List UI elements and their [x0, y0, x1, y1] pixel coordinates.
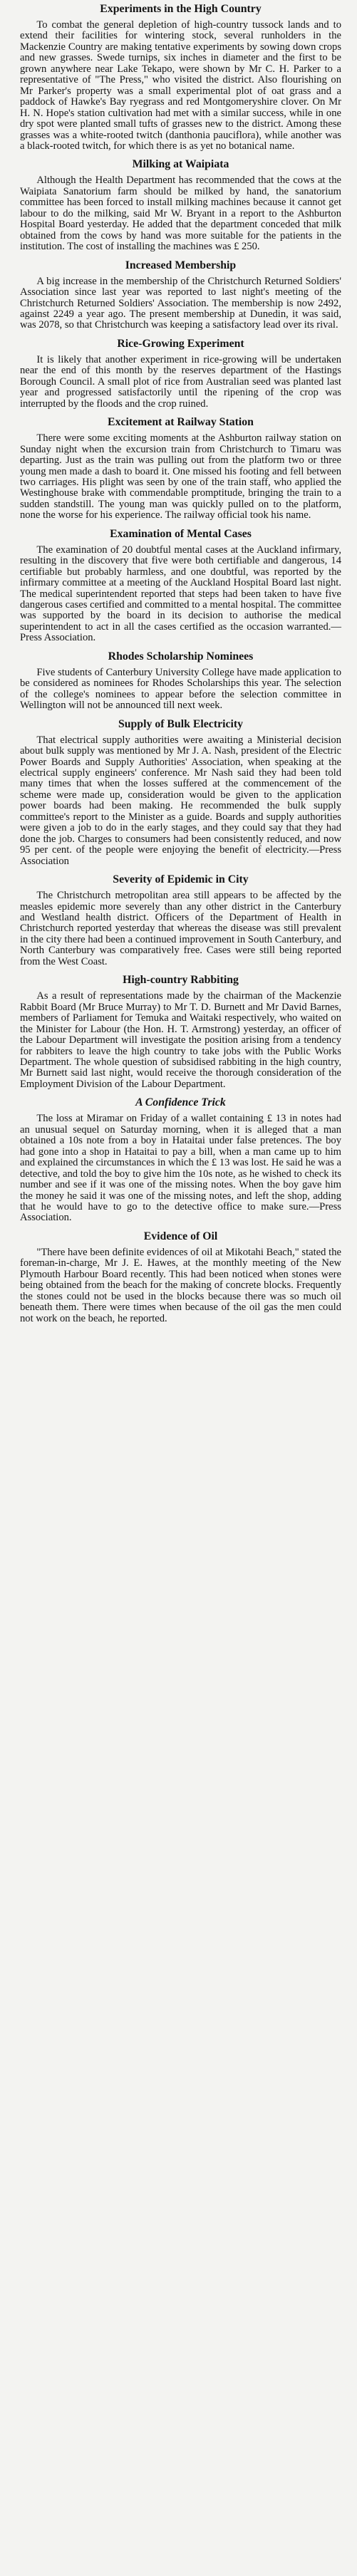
article-title: Experiments in the High Country [100, 3, 262, 15]
article-title: Rhodes Scholarship Nominees [108, 650, 254, 663]
article-electricity [20, 715, 341, 867]
article-waipiata [20, 155, 341, 252]
article-body: The examination of 20 doubtful mental cases at the Auckland infirmary, resulting in the discovery that five were both certifiable and dangerous, 14 certifiable but probably harmless, and one doubtful, was reported by the infirmary committee at a meeting of the Auckland Hospital Board last night. The medical superintendent reported that steps had been taken to have five dangerous cases certified and committed to a mental hospital. The committee was supported by the board in its decision to authorise the medical superintendent to act in all the cases certified as the occasion warranted.—Press Association. [20, 544, 341, 644]
article-body: Although the Health Department has recommended that the cows at the Waipiata Sanatorium farm should be milked by hand, the sanatorium committee has been forced to install milking machines because it cannot get labour to do the milking, said Mr W. Bryant in a report to the Ashburton Hospital Board yesterday. He added that the department conceded that milk obtained from the cows by hand was more suitable for the patients in the institution. The cost of installing the machines was £ 250. [20, 175, 341, 253]
article-oil [20, 1227, 341, 1324]
article-rhodes [20, 648, 341, 712]
article-railway [20, 413, 341, 521]
article-rice [20, 335, 341, 410]
article-body: Five students of Canterbury University College have made application to be considered as nominees for Rhodes Scholarships this year. The selection of the college's nominees to appear before the selection committee in Wellington will not be announced till next week. [20, 666, 341, 712]
article-body: As a result of representations made by the chairman of the Mackenzie Rabbit Board (Mr Bruce Murray) to Mr T. D. Burnett and Mr David Barnes, members of Parliament for Temuka and Waitaki respectively, who waited on the Minister for Labour (the Hon. H. T. Armstrong) yesterday, an officer of the Labour Department will investigate the position arising from a tendency for rabbiters to leave the high country to take jobs with the Public Works Department. The whole question of subsidised rabbiting in the high country, Mr Burnett said last night, would receive the thorough consideration of the Employment Division of the Labour Department. [20, 990, 341, 1090]
article-title: A Confidence Trick [135, 1096, 226, 1109]
article-high-country [20, 0, 341, 152]
article-mental-cases [20, 525, 341, 644]
article-membership [20, 256, 341, 331]
article-title: Milking at Waipiata [132, 158, 229, 171]
article-title: Supply of Bulk Electricity [118, 717, 244, 730]
article-body: A big increase in the membership of the Christchurch Returned Soldiers' Association since last year was reported to last night's meeting of the Christchurch Returned Soldiers' Association. The membership is now 2492, against 2249 a year ago. The present membership at Dunedin, it was said, was 2078, so that Christchurch was keeping a satisfactory lead over its rival. [20, 275, 341, 331]
article-confidence-trick [20, 1094, 341, 1224]
article-body: That electrical supply authorities were awaiting a Ministerial decision about bulk supply was mentioned by Mr J. A. Nash, president of the Electric Power Boards and Supply Authorities' Association, when speaking at the electrical supply engineers' conference. Mr Nash said they had been told many times that when the losses suffered at the commencement of the scheme were made up, consideration would be given to the application power boards had been making. He recommended the bulk supply committee's report to the Minister as a guide. Boards and supply authorities were given a job to do in the early stages, and they could say that they had done the job. Charges to consumers had been consistently reduced, and now 95 per cent. of the people were enjoying the benefit of electricity.—Press Association [20, 734, 341, 867]
article-title: Severity of Epidemic in City [113, 873, 249, 886]
article-title: High-country Rabbiting [123, 974, 239, 987]
article-body: It is likely that another experiment in rice-growing will be undertaken near the end of this month by the reserves department of the Hastings Borough Council. A small plot of rice from Australian seed was planted last year and progressed satisfactorily until the ripening of the crop was interrupted by the floods and the crop ruined. [20, 353, 341, 410]
article-body: There were some exciting moments at the Ashburton railway station on Sunday night when the excursion train from Christchurch to Timaru was departing. Just as the train was pulling out from the platform two or three young men made a dash to board it. One missed his footing and fell between two carriages. His plight was seen by one of the train staff, who applied the Westinghouse brake with commendable promptitude, bringing the train to a sudden standstill. The young man was quickly pulled on to the platform, none the worse for his experience. The railway official took his name. [20, 432, 341, 521]
article-title: Evidence of Oil [143, 1230, 218, 1242]
article-body: The loss at Miramar on Friday of a wallet containing £ 13 in notes had an unusual sequel on Saturday morning, when it is alleged that a man obtained a 10s note from a boy in Hataitai under false pretences. The boy had gone into a shop in Hataitai to pay a bill, when a man came up to him and explained the circumstances in which the £ 13 was lost. He said he was a detective, and told the boy to give him the 10s note, as he wished to check its number and see if it was one of the missing notes. When the boy gave him the money he said it was one of the missing notes, and left the shop, adding that he would have to go to the detective office to make sure.—Press Association. [20, 1113, 341, 1224]
article-title: Examination of Mental Cases [110, 527, 252, 540]
article-title: Rice-Growing Experiment [117, 337, 244, 350]
article-rabbiting [20, 971, 341, 1090]
article-title: Increased Membership [125, 259, 237, 271]
article-body: To combat the general depletion of high-country tussock lands and to extend their facilities for wintering stock, several runholders in the Mackenzie Country are making tentative experiments by sowing down crops and new grasses. Swede turnips, six inches in diameter and the first to be grown anywhere near Lake Tekapo, were shown by Mr C. H. Parker to a representative of "The Press," who visited the district. Also flourishing on Mr Parker's property was a small experimental plot of oat grass and a paddock of Hawke's Bay ryegrass and red Montgomeryshire clover. On Mr H. N. Hope's station cultivation had met with a similar success, while in one dry spot were planted small tufts of grasses new to the district. Among these grasses was a white-rooted twitch (danthonia pauciflora), while another was a black-rooted twitch, for which there is as yet no botanical name. [20, 19, 341, 152]
article-body: The Christchurch metropolitan area still appears to be affected by the measles epidemic more severely than any other district in the Canterbury and Westland health district. Officers of the Department of Health in Christchurch reported yesterday that whereas the disease was still prevalent in the city there had been a continued improvement in South Canterbury, and North Canterbury was comparatively free. Cases were still being reported from the West Coast. [20, 890, 341, 967]
article-epidemic [20, 871, 341, 967]
article-title: Excitement at Railway Station [108, 416, 254, 429]
article-body: "There have been definite evidences of oil at Mikotahi Beach," stated the foreman-in-charge, Mr J. E. Hawes, at the monthly meeting of the New Plymouth Harbour Board recently. This had been noticed when stones were being obtained from the beach for the making of concrete blocks. Frequently the stones could not be used in the blocks because there was so much oil beneath them. There were times when because of the oil gas the men could not work on the beach, he reported. [20, 1246, 341, 1324]
